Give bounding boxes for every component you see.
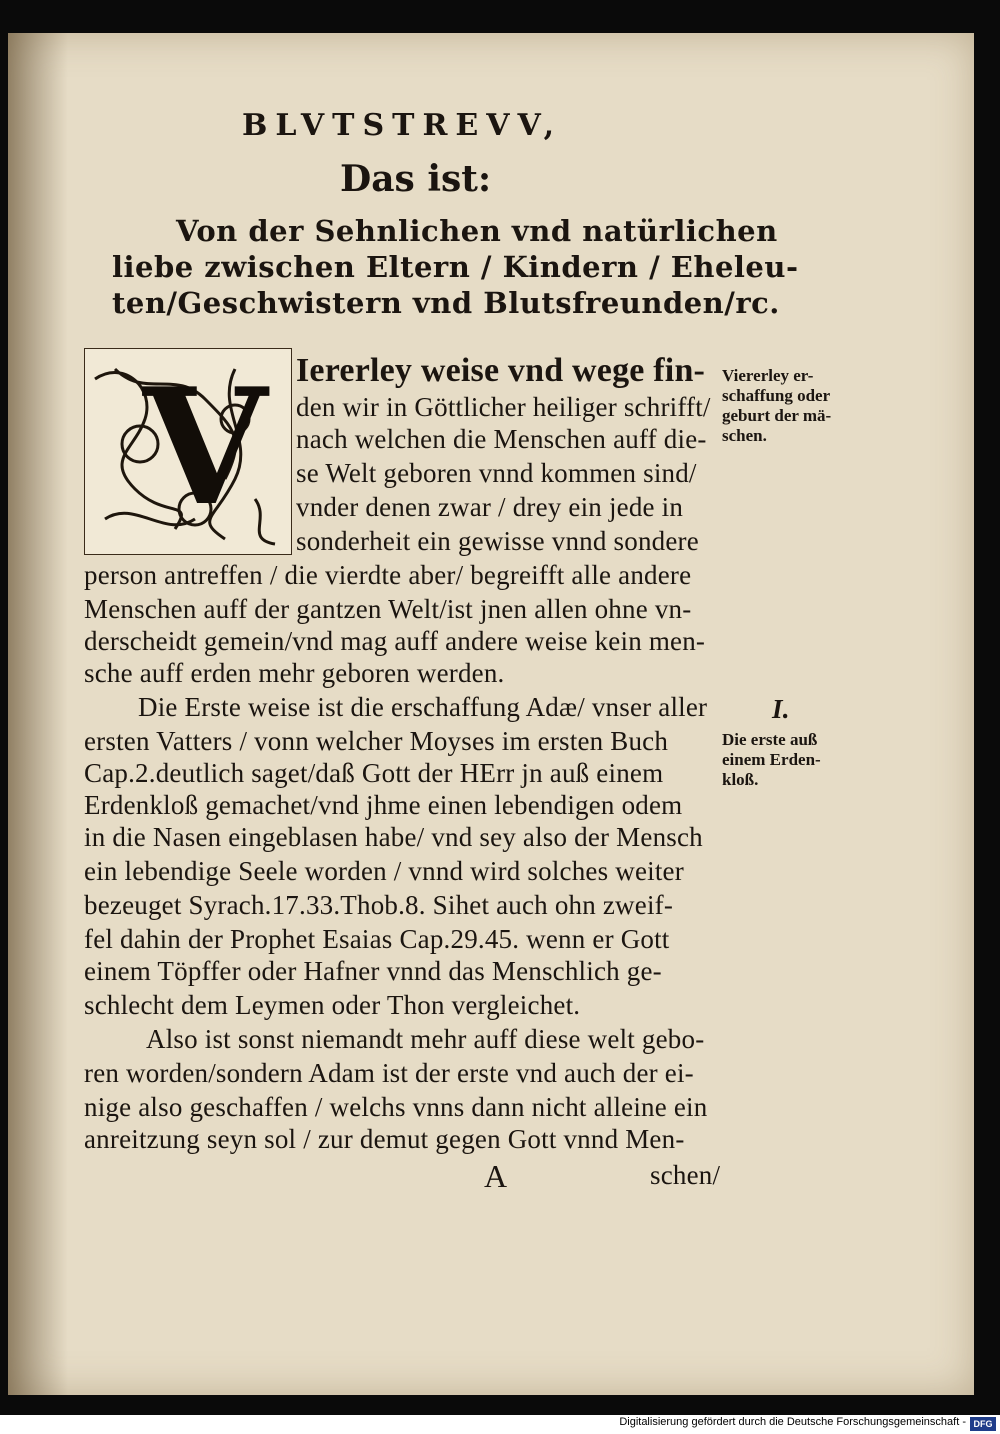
para2-line-6: ein lebendige Seele worden / vnnd wird solches weiter bbox=[84, 856, 684, 886]
para3-line-1: Also ist sonst niemandt mehr auff diese welt gebo- bbox=[146, 1024, 705, 1054]
margin-note-2-line-2: einem Erden- bbox=[722, 750, 821, 769]
para1-line-8: Menschen auff der gantzen Welt/ist jnen allen ohne vn- bbox=[84, 594, 692, 624]
subtitle-line-3: ten/Geschwistern vnd Blutsfreunden/rc. bbox=[112, 286, 780, 320]
para3-line-4: anreitzung seyn sol / zur demut gegen Gott vnnd Men- bbox=[84, 1124, 685, 1154]
para2-line-4: Erdenkloß gemachet/vnd jhme einen lebendigen odem bbox=[84, 790, 683, 820]
para1-line-5: vnder denen zwar / drey ein jede in bbox=[296, 492, 684, 522]
initial-letter: V bbox=[143, 353, 268, 541]
para1-line-2: den wir in Göttlicher heiliger schrifft/ bbox=[296, 392, 711, 422]
para1-line-6: sonderheit ein gewisse vnnd sondere bbox=[296, 526, 699, 556]
margin-note-2-line-3: kloß. bbox=[722, 770, 759, 789]
margin-note-1-line-2: schaffung oder bbox=[722, 386, 831, 405]
margin-note-1-line-1: Viererley er- bbox=[722, 366, 814, 385]
para1-line-9: derscheidt gemein/vnd mag auff andere weise kein men- bbox=[84, 626, 706, 656]
catchword: schen/ bbox=[650, 1160, 721, 1190]
para2-line-7: bezeuget Syrach.17.33.Thob.8. Sihet auch ohn zweif- bbox=[84, 890, 674, 920]
para1-line-7: person antreffen / die vierdte aber/ begreifft alle andere bbox=[84, 560, 692, 590]
dfg-logo: DFG bbox=[970, 1417, 996, 1431]
para1-line-4: se Welt geboren vnnd kommen sind/ bbox=[296, 458, 697, 488]
decorated-initial bbox=[84, 348, 292, 555]
title: Das ist: bbox=[340, 158, 492, 200]
para2-line-2: ersten Vatters / vonn welcher Moyses im ersten Buch bbox=[84, 726, 669, 756]
subtitle-line-2: liebe zwischen Eltern / Kindern / Eheleu- bbox=[112, 250, 799, 284]
para2-line-3: Cap.2.deutlich saget/daß Gott der HErr jn auß einem bbox=[84, 758, 664, 788]
para1-line-10: sche auff erden mehr geboren werden. bbox=[84, 658, 505, 688]
margin-note-2-line-1: Die erste auß bbox=[722, 730, 818, 749]
signature-mark: A bbox=[484, 1158, 508, 1194]
para3-line-3: nige also geschaffen / welchs vnns dann nicht alleine ein bbox=[84, 1092, 708, 1122]
footer-credit: Digitalisierung gefördert durch die Deutsche Forschungsgemeinschaft - bbox=[619, 1416, 966, 1428]
para2-line-9: einem Töpffer oder Hafner vnnd das Menschlich ge- bbox=[84, 956, 662, 986]
para1-line-3: nach welchen die Menschen auff die- bbox=[296, 424, 707, 454]
para3-line-2: ren worden/sondern Adam ist der erste vnd auch der ei- bbox=[84, 1058, 694, 1088]
para2-line-10: schlecht dem Leymen oder Thon vergleichet. bbox=[84, 990, 581, 1020]
subtitle-line-1: Von der Sehnlichen vnd natürlichen bbox=[176, 214, 778, 248]
running-head: BLVTSTREVV, bbox=[242, 108, 563, 143]
margin-numeral: I. bbox=[772, 694, 790, 724]
margin-note-1-line-3: geburt der mä- bbox=[722, 406, 832, 425]
para2-line-5: in die Nasen eingeblasen habe/ vnd sey also der Mensch bbox=[84, 822, 703, 852]
para2-line-8: fel dahin der Prophet Esaias Cap.29.45. wenn er Gott bbox=[84, 924, 670, 954]
para1-line-1: Iererley weise vnd wege fin- bbox=[296, 352, 706, 389]
para2-line-1: Die Erste weise ist die erschaffung Adæ/ vnser aller bbox=[138, 692, 708, 722]
margin-note-1-line-4: schen. bbox=[722, 426, 767, 445]
